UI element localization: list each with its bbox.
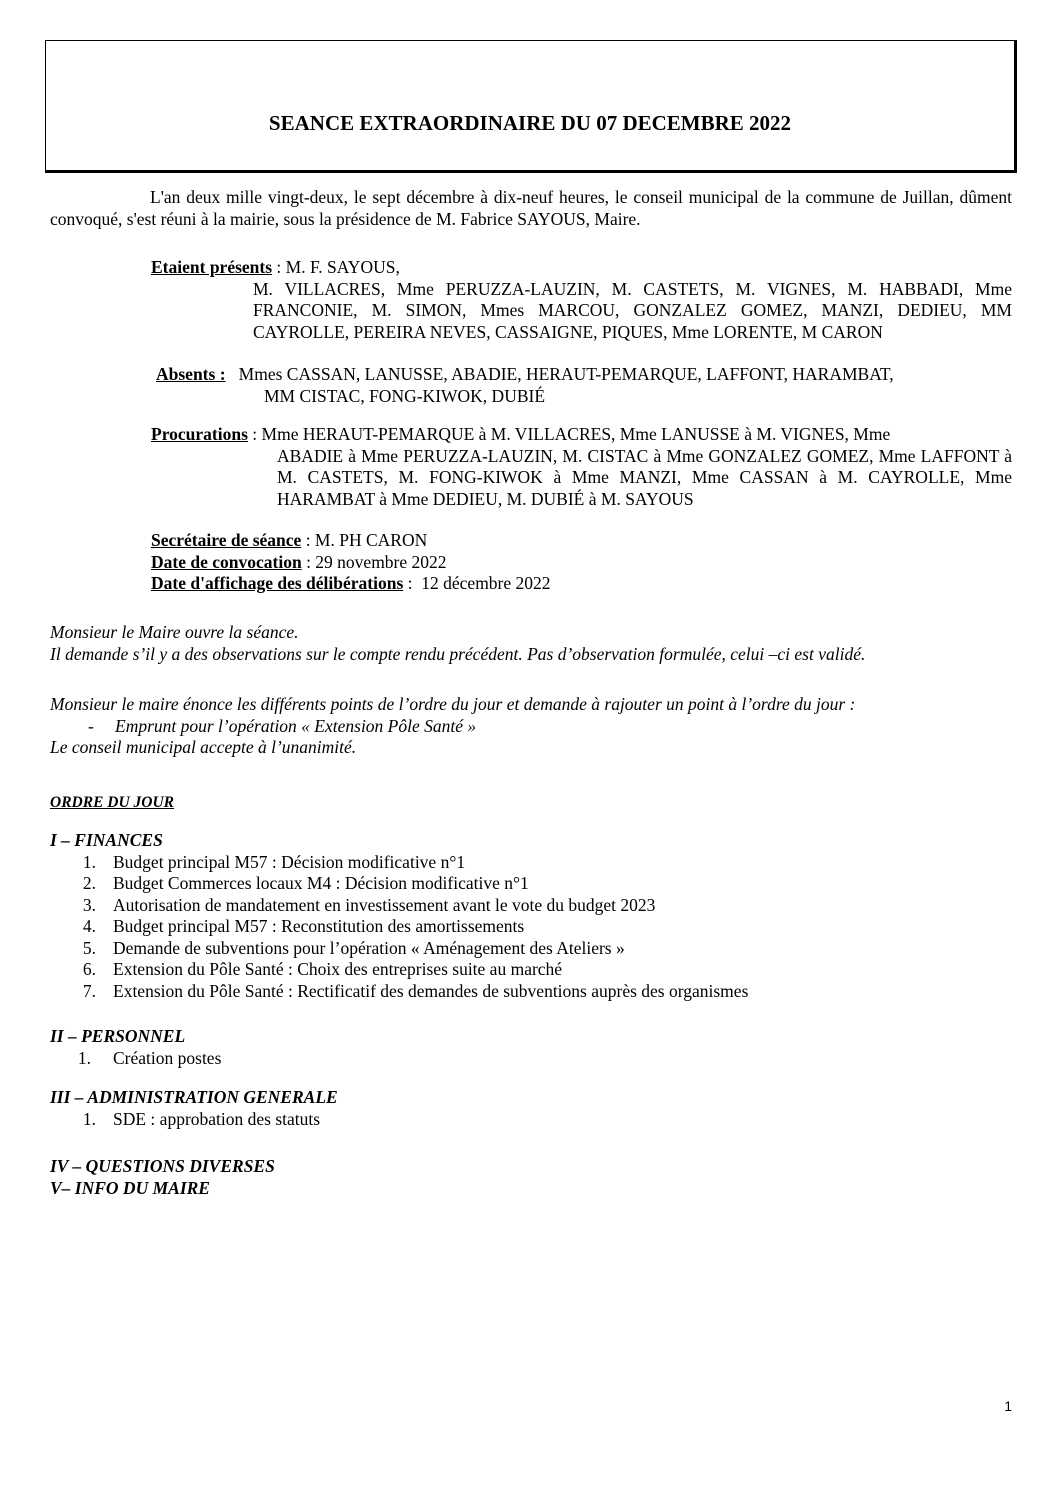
added-point-paragraph xyxy=(50,694,1012,759)
list-item xyxy=(50,981,1012,1003)
secretaire-label: Secrétaire de séance xyxy=(151,530,302,550)
opening-paragraph xyxy=(50,622,1012,665)
questions-heading: IV – QUESTIONS DIVERSES xyxy=(50,1156,275,1176)
section-finances xyxy=(50,830,1012,1002)
item-number: 1. xyxy=(82,851,96,872)
presents-first-line: M. F. SAYOUS, xyxy=(285,257,400,277)
item-number: 1. xyxy=(77,1047,91,1068)
item-number: 4. xyxy=(82,916,96,936)
personnel-list xyxy=(50,1048,1012,1070)
meta-block xyxy=(151,530,1012,595)
section-questions-info xyxy=(50,1156,1012,1199)
item-number: 7. xyxy=(82,980,96,1001)
procurations-block xyxy=(151,424,1012,510)
list-item xyxy=(50,938,1012,960)
finances-list xyxy=(50,852,1012,1003)
convocation-value: : 29 novembre 2022 xyxy=(301,551,447,572)
absents-label: Absents : xyxy=(156,364,226,384)
presents-label: Etaient présents xyxy=(151,257,273,277)
opening-line-2: Il demande s’il y a des observations sur le compte rendu précédent. Pas d’observation formulée, celui –ci est validé. xyxy=(50,643,866,664)
administration-heading: III – ADMINISTRATION GENERALE xyxy=(50,1087,338,1107)
convocation-label: Date de convocation xyxy=(151,551,302,572)
absents-block xyxy=(156,364,1012,407)
finances-heading: I – FINANCES xyxy=(50,830,163,850)
affichage-label: Date d'affichage des délibérations xyxy=(151,573,404,593)
list-item xyxy=(50,1048,1012,1070)
item-number: 5. xyxy=(82,937,96,958)
page-number: 1 xyxy=(1004,1398,1012,1414)
procurations-label: Procurations xyxy=(151,424,248,444)
absents-list: MM CISTAC, FONG-KIWOK, DUBIÉ xyxy=(264,385,546,406)
list-item xyxy=(50,852,1012,874)
added-point-line-1: Monsieur le maire énonce les différents points de l’ordre du jour et demande à rajouter un point à l’ordre du jour : xyxy=(50,694,856,714)
list-item xyxy=(50,873,1012,895)
item-number: 3. xyxy=(82,894,96,915)
item-text: Extension du Pôle Santé : Rectificatif des demandes de subventions auprès des organismes xyxy=(113,980,749,1001)
opening-line-1: Monsieur le Maire ouvre la séance. xyxy=(50,622,299,642)
affichage-line xyxy=(151,573,1012,595)
list-item xyxy=(50,1109,1012,1131)
item-number: 1. xyxy=(82,1108,96,1129)
item-text: Autorisation de mandatement en investissement avant le vote du budget 2023 xyxy=(113,894,656,915)
item-number: 6. xyxy=(82,959,96,979)
administration-list xyxy=(50,1109,1012,1131)
list-item xyxy=(50,959,1012,981)
item-text: Extension du Pôle Santé : Choix des entreprises suite au marché xyxy=(113,959,563,979)
affichage-value: : 12 décembre 2022 xyxy=(403,573,551,593)
dash-bullet: - xyxy=(88,715,94,736)
convocation-line xyxy=(151,552,1012,574)
item-text: SDE : approbation des statuts xyxy=(113,1108,321,1129)
ordre-du-jour-title: ORDRE DU JOUR xyxy=(50,794,175,811)
item-number: 2. xyxy=(82,873,96,893)
list-item xyxy=(50,895,1012,917)
secretaire-value: : M. PH CARON xyxy=(301,530,428,550)
item-text: Budget principal M57 : Décision modificative n°1 xyxy=(113,851,466,872)
section-personnel xyxy=(50,1026,1012,1069)
item-text: Budget Commerces locaux M4 : Décision modificative n°1 xyxy=(113,873,529,893)
item-text: Demande de subventions pour l’opération « Aménagement des Ateliers » xyxy=(113,937,625,958)
list-item xyxy=(50,916,1012,938)
presents-list: M. VILLACRES, Mme PERUZZA-LAUZIN, M. CASTETS, M. VIGNES, M. HABBADI, Mme FRANCONIE, M. SIMON, Mmes MARCOU, GONZALEZ GOMEZ, MANZI, DEDIEU, MM CAYROLLE, PEREIRA NEVES, CASSAIGNE, PIQUES, Mme LORENTE, M CARON xyxy=(253,278,1012,342)
procurations-list: ABADIE à Mme PERUZZA-LAUZIN, M. CISTAC à Mme GONZALEZ GOMEZ, Mme LAFFONT à M. CASTETS, M. FONG-KIWOK à Mme MANZI, Mme CASSAN à M. CAYROLLE, Mme HARAMBAT à Mme DEDIEU, M. DUBIÉ à M. SAYOUS xyxy=(277,445,1012,509)
presents-block xyxy=(151,257,1012,343)
info-heading: V– INFO DU MAIRE xyxy=(50,1177,210,1198)
presents-separator: : xyxy=(272,257,286,277)
absents-first-line: Mmes CASSAN, LANUSSE, ABADIE, HERAUT-PEMARQUE, LAFFONT, HARAMBAT, xyxy=(238,364,894,384)
item-text: Budget principal M57 : Reconstitution des amortissements xyxy=(113,916,525,936)
added-point-text: Emprunt pour l’opération « Extension Pôle Santé » xyxy=(115,715,477,736)
personnel-heading: II – PERSONNEL xyxy=(50,1026,186,1046)
added-point-item xyxy=(50,716,1012,738)
procurations-separator: : xyxy=(247,424,262,444)
title-box xyxy=(45,40,1017,173)
page-title: SEANCE EXTRAORDINAIRE DU 07 DECEMBRE 2022 xyxy=(268,111,792,135)
item-text: Création postes xyxy=(113,1047,222,1068)
intro-paragraph: L'an deux mille vingt-deux, le sept décembre à dix-neuf heures, le conseil municipal de la commune de Juillan, dûment convoqué, s'est réuni à la mairie, sous la présidence de M. Fabrice SAYOUS, Maire. xyxy=(50,187,1012,229)
secretaire-line xyxy=(151,530,1012,552)
added-point-line-3: Le conseil municipal accepte à l’unanimité. xyxy=(50,737,357,757)
procurations-first-line: Mme HERAUT-PEMARQUE à M. VILLACRES, Mme LANUSSE à M. VIGNES, Mme xyxy=(261,424,891,444)
section-administration xyxy=(50,1087,1012,1130)
